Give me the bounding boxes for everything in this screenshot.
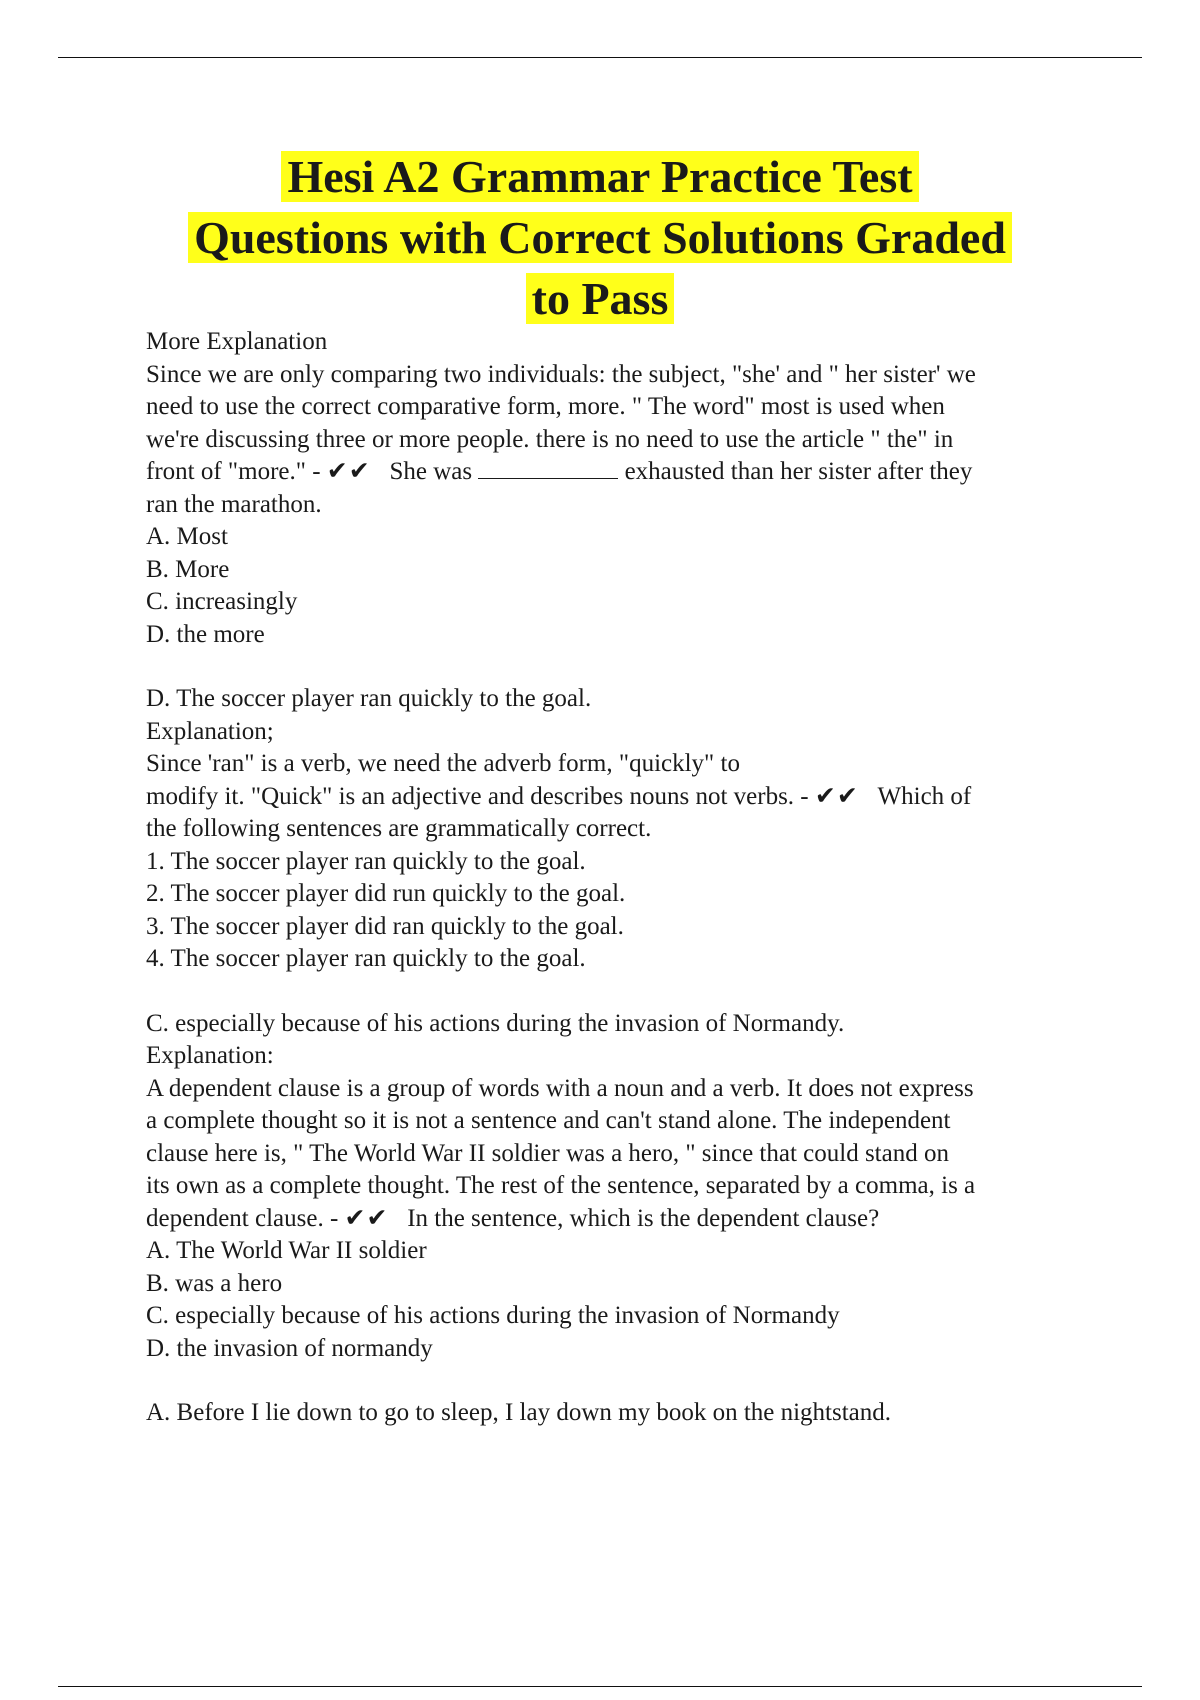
question-block-2 [146,683,1096,976]
bottom-rule [58,1686,1142,1687]
explanation-end: dependent clause. - [146,1204,345,1232]
answer-option: 4. The soccer player ran quickly to the goal. [146,945,586,972]
explanation-line: its own as a complete thought. The rest of the sentence, separated by a comma, is a [146,1172,976,1199]
explanation-heading: More Explanation [146,328,328,355]
top-rule [58,57,1142,58]
question-text: Which of [877,782,972,810]
answer-option: 3. The soccer player did ran quickly to the goal. [146,912,624,940]
correct-answer: C. especially because of his actions during the invasion of Normandy. [146,1009,845,1037]
explanation-heading: Explanation: [146,1042,274,1069]
title-line-3: to Pass [526,273,675,324]
answer-option: B. was a hero [146,1269,283,1297]
explanation-heading: Explanation; [146,717,274,745]
answer-option: D. the more [146,620,265,648]
explanation-line: we're discussing three or more people. there is no need to use the article " the" in [146,425,954,453]
block-gap [146,976,1096,1008]
explanation-line: clause here is, " The World War II soldier was a hero, " since that could stand on [146,1139,949,1167]
answer-option: A. The World War II soldier [146,1237,427,1264]
question-text-end: exhausted than her sister after they [618,458,973,485]
question-block-4 [146,1397,1096,1430]
correct-answer: D. The soccer player ran quickly to the goal. [146,685,592,712]
checkmark-icon: ✔✔ [344,1204,389,1232]
question-block-3 [146,1008,1096,1366]
correct-answer: A. Before I lie down to go to sleep, I lay down my book on the nightstand. [146,1399,892,1426]
document-title [120,146,1080,329]
checkmark-icon: ✔✔ [326,458,371,485]
answer-option: C. increasingly [146,588,298,615]
title-line-1: Hesi A2 Grammar Practice Test [281,151,918,202]
explanation-question-line [146,781,1096,814]
explanation-line: Since we are only comparing two individuals: the subject, "she' and " her sister' we [146,360,976,388]
document-body [146,326,1096,1430]
checkmark-icon: ✔✔ [814,782,859,810]
question-text: In the sentence, which is the dependent clause? [407,1204,880,1232]
explanation-line: a complete thought so it is not a sentence and can't stand alone. The independent [146,1107,951,1134]
explanation-end: front of "more." - [146,458,327,485]
explanation-question-line [146,456,1096,489]
question-continuation: the following sentences are grammatically correct. [146,815,652,842]
answer-option: 1. The soccer player ran quickly to the goal. [146,847,586,875]
question-block-1 [146,326,1096,651]
answer-option: D. the invasion of normandy [146,1334,433,1362]
explanation-line: Since 'ran" is a verb, we need the adverb form, "quickly" to [146,750,740,777]
title-line-2: Questions with Correct Solutions Graded [188,212,1012,263]
answer-option: 2. The soccer player did run quickly to the goal. [146,880,626,907]
question-text: She was [389,458,479,485]
explanation-end: modify it. "Quick" is an adjective and describes nouns not verbs. - [146,782,815,810]
page-shade [140,1445,1080,1680]
answer-option: A. Most [146,523,228,550]
question-continuation: ran the marathon. [146,490,322,518]
explanation-line: A dependent clause is a group of words with a noun and a verb. It does not express [146,1074,974,1102]
explanation-line: need to use the correct comparative form, more. " The word" most is used when [146,393,945,420]
explanation-question-line [146,1203,1096,1236]
block-gap [146,1365,1096,1397]
answer-option: C. especially because of his actions during the invasion of Normandy [146,1302,840,1329]
answer-blank [478,456,618,479]
block-gap [146,651,1096,683]
answer-option: B. More [146,555,230,583]
